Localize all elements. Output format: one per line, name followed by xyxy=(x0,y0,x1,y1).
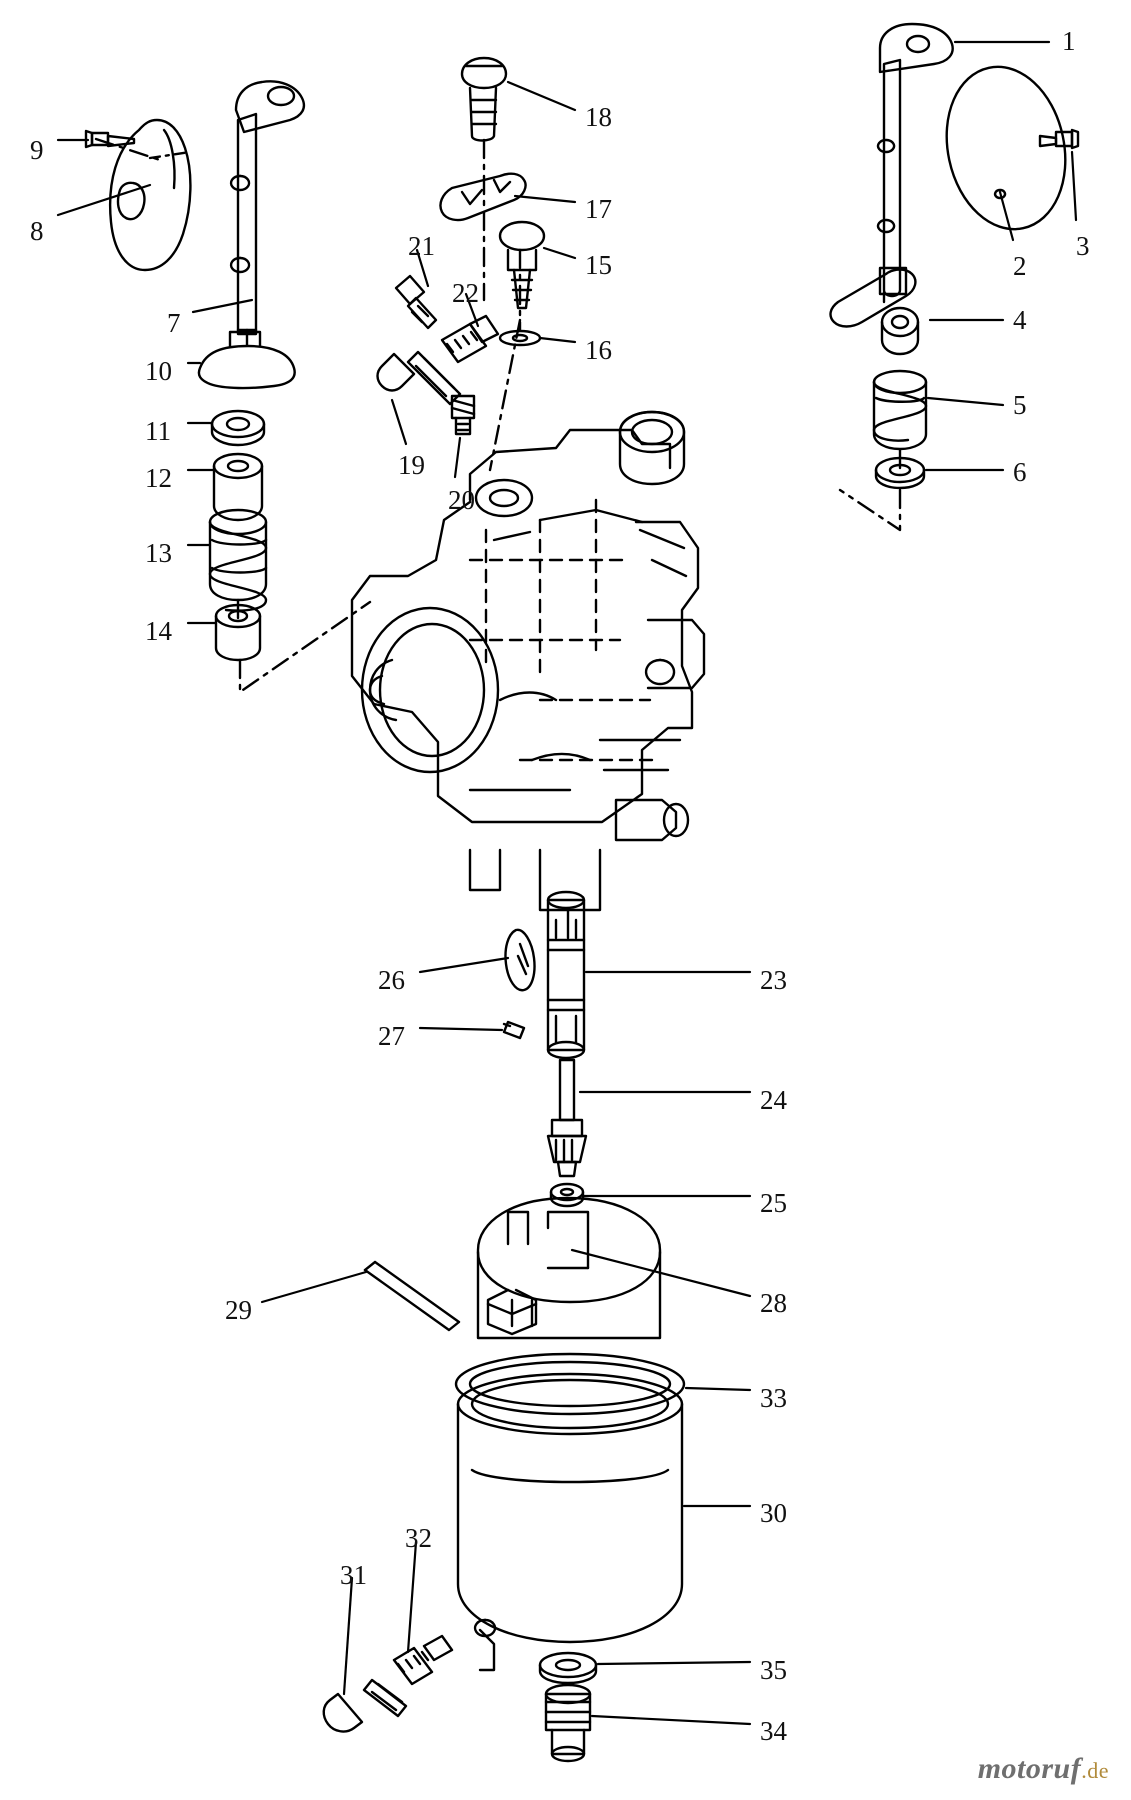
callout-32: 32 xyxy=(405,1523,432,1553)
callout-34: 34 xyxy=(760,1716,787,1746)
part-23-main-nozzle xyxy=(548,892,584,1058)
callout-18: 18 xyxy=(585,102,612,132)
part-31-screw xyxy=(324,1680,406,1731)
watermark-main-text: motoruf xyxy=(977,1752,1082,1785)
part-29-float-pin xyxy=(365,1262,459,1330)
callout-8: 8 xyxy=(30,216,44,246)
part-25-washer xyxy=(551,1184,583,1206)
part-1-choke-shaft xyxy=(878,24,953,296)
callout-29: 29 xyxy=(225,1295,252,1325)
part-3-screw xyxy=(1040,130,1078,148)
callout-20: 20 xyxy=(448,485,475,515)
part-34-drain-bolt xyxy=(546,1685,590,1761)
part-18-screw xyxy=(462,58,506,141)
callout-10: 10 xyxy=(145,356,172,386)
callout-22: 22 xyxy=(452,278,479,308)
callout-35: 35 xyxy=(760,1655,787,1685)
callout-27: 27 xyxy=(378,1021,405,1051)
watermark-tld-text: .de xyxy=(1081,1758,1109,1783)
callout-31: 31 xyxy=(340,1560,367,1590)
callout-26: 26 xyxy=(378,965,405,995)
callout-11: 11 xyxy=(145,416,171,446)
callout-30: 30 xyxy=(760,1498,787,1528)
part-22-jet xyxy=(442,316,498,362)
part-13-spring xyxy=(210,510,266,611)
callout-23: 23 xyxy=(760,965,787,995)
part-11-washer xyxy=(212,411,264,445)
callout-6: 6 xyxy=(1013,457,1027,487)
part-19-screw xyxy=(378,352,461,404)
part-28-float xyxy=(478,1198,660,1338)
callout-12: 12 xyxy=(145,463,172,493)
part-35-washer xyxy=(540,1653,596,1683)
part-20-needle-jet xyxy=(452,396,474,434)
callout-17: 17 xyxy=(585,194,612,224)
callout-14: 14 xyxy=(145,616,172,646)
callout-15: 15 xyxy=(585,250,612,280)
callout-1: 1 xyxy=(1062,26,1076,56)
callout-25: 25 xyxy=(760,1188,787,1218)
callout-33: 33 xyxy=(760,1383,787,1413)
callout-4: 4 xyxy=(1013,305,1027,335)
callout-3: 3 xyxy=(1076,231,1090,261)
part-27-pin xyxy=(504,1022,524,1038)
callout-7: 7 xyxy=(167,308,181,338)
part-16-washer xyxy=(500,331,540,345)
part-24-main-jet xyxy=(548,1060,586,1176)
callout-13: 13 xyxy=(145,538,172,568)
callout-2: 2 xyxy=(1013,251,1027,281)
watermark xyxy=(978,1752,1109,1786)
callout-28: 28 xyxy=(760,1288,787,1318)
part-30-float-bowl xyxy=(458,1374,682,1670)
part-7-throttle-shaft xyxy=(231,81,304,334)
part-5-spring xyxy=(874,371,926,449)
part-21-screw xyxy=(396,276,436,328)
callout-5: 5 xyxy=(1013,390,1027,420)
callout-16: 16 xyxy=(585,335,612,365)
part-32-drain-plug xyxy=(394,1636,452,1684)
part-carburetor-body xyxy=(352,412,704,938)
callout-24: 24 xyxy=(760,1085,787,1115)
part-15-pilot-screw xyxy=(500,222,544,308)
callout-9: 9 xyxy=(30,135,44,165)
part-26-clip xyxy=(505,930,534,990)
callout-19: 19 xyxy=(398,450,425,480)
callout-leader-lines xyxy=(58,42,1076,1724)
callout-21: 21 xyxy=(408,231,435,261)
